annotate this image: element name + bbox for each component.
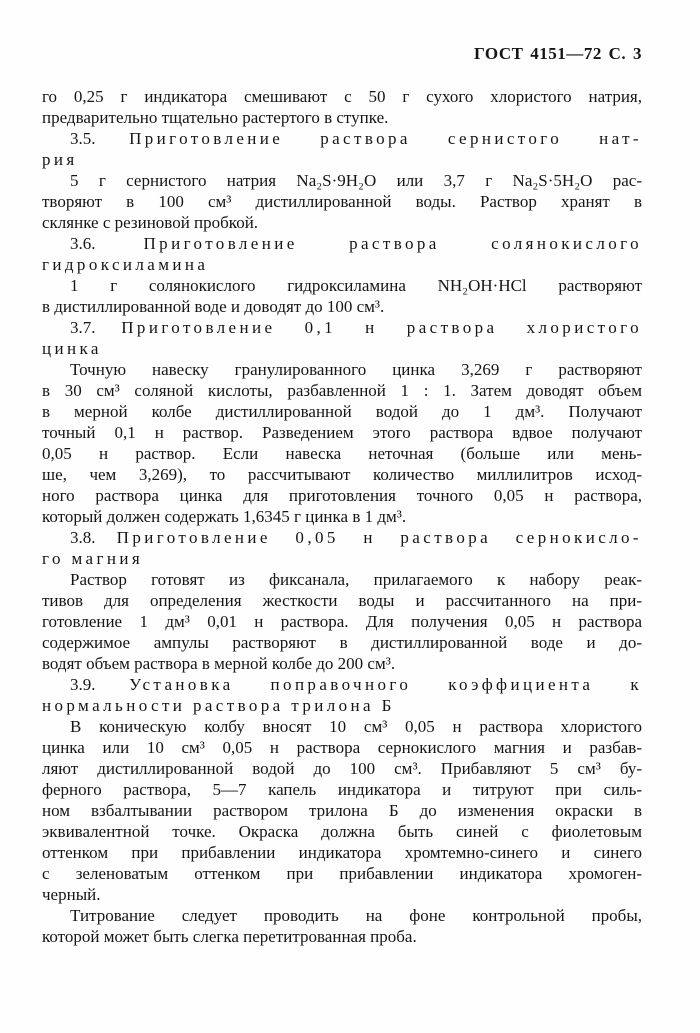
text-segment: В коническую колбу вносят 10 см³ 0,05 н раствора хлористого bbox=[70, 717, 642, 736]
text-segment: Титрование следует проводить на фоне контрольной пробы, bbox=[70, 906, 642, 925]
section-heading-line bbox=[42, 317, 642, 338]
text-line bbox=[42, 485, 642, 506]
text-segment: которой может быть слегка перетитрованная проба. bbox=[42, 927, 417, 946]
text-line bbox=[42, 653, 642, 674]
text-line bbox=[42, 170, 642, 191]
text-segment: 3.5. bbox=[70, 129, 130, 148]
spaced-text-segment: Приготовление 0,1 н раствора хлористого bbox=[121, 318, 642, 337]
text-segment: Точную навеску гранулированного цинка 3,269 г растворяют bbox=[70, 360, 642, 379]
text-segment: 3.8. bbox=[70, 528, 117, 547]
section-heading-line bbox=[42, 674, 642, 695]
spaced-text-segment: Установка поправочного коэффициента к bbox=[129, 675, 642, 694]
text-line bbox=[42, 422, 642, 443]
text-line bbox=[42, 716, 642, 737]
text-segment: творяют в 100 см³ дистиллированной воды. Раствор хранят в bbox=[42, 192, 642, 211]
text-line bbox=[42, 926, 642, 947]
text-line bbox=[42, 569, 642, 590]
text-segment: точный 0,1 н раствор. Разведением этого раствора вдвое получают bbox=[42, 423, 642, 442]
text-segment: ше, чем 3,269), то рассчитывают количество миллилитров исход- bbox=[42, 465, 642, 484]
text-segment: содержимое ампулы растворяют в дистиллированной воде и до- bbox=[42, 633, 642, 652]
text-segment: ляют дистиллированной водой до 100 см³. Прибавляют 5 см³ бу- bbox=[42, 759, 642, 778]
text-segment: 0,05 н раствор. Если навеска неточная (больше или мень- bbox=[42, 444, 642, 463]
text-segment: Раствор готовят из фиксанала, прилагаемого к набору реак- bbox=[70, 570, 642, 589]
text-segment: в мерной колбе дистиллированной водой до 1 дм³. Получают bbox=[42, 402, 642, 421]
spaced-text-segment: гидроксиламина bbox=[42, 255, 209, 274]
text-line bbox=[42, 905, 642, 926]
text-line bbox=[42, 863, 642, 884]
section-heading-line bbox=[42, 254, 642, 275]
text-line bbox=[42, 632, 642, 653]
text-segment: готовление 1 дм³ 0,01 н раствора. Для получения 0,05 н раствора bbox=[42, 612, 642, 631]
text-line bbox=[42, 443, 642, 464]
spaced-text-segment: Приготовление раствора солянокислого bbox=[143, 234, 642, 253]
text-line bbox=[42, 611, 642, 632]
spaced-text-segment: нормальности раствора трилона Б bbox=[42, 696, 395, 715]
text-segment: черный. bbox=[42, 885, 101, 904]
text-segment: водят объем раствора в мерной колбе до 200 см³. bbox=[42, 654, 396, 673]
section-heading-line bbox=[42, 338, 642, 359]
text-segment: го 0,25 г индикатора смешивают с 50 г сухого хлористого натрия, bbox=[42, 87, 642, 106]
text-line bbox=[42, 800, 642, 821]
text-line bbox=[42, 212, 642, 233]
document-page bbox=[42, 44, 642, 947]
text-line bbox=[42, 275, 642, 296]
text-line bbox=[42, 884, 642, 905]
text-segment: предварительно тщательно растертого в ступке. bbox=[42, 108, 389, 127]
section-heading-line bbox=[42, 527, 642, 548]
text-segment: оттенком при прибавлении индикатора хромтемно-синего и синего bbox=[42, 843, 642, 862]
spaced-text-segment: рия bbox=[42, 150, 78, 169]
section-heading-line bbox=[42, 548, 642, 569]
text-line bbox=[42, 86, 642, 107]
text-segment: 3.7. bbox=[70, 318, 122, 337]
text-line bbox=[42, 737, 642, 758]
text-line bbox=[42, 401, 642, 422]
text-segment: 3.9. bbox=[70, 675, 130, 694]
gost-number: ГОСТ 4151—72 С. 3 bbox=[473, 44, 642, 63]
text-lines bbox=[42, 86, 642, 947]
text-segment: с зеленоватым оттенком при прибавлении индикатора хромоген- bbox=[42, 864, 642, 883]
spaced-text-segment: го магния bbox=[42, 549, 144, 568]
text-line bbox=[42, 758, 642, 779]
text-segment: эквивалентной точке. Окраска должна быть синей с фиолетовым bbox=[42, 822, 642, 841]
text-line bbox=[42, 464, 642, 485]
text-segment: 5 г сернистого натрия Na₂S·9H₂O или 3,7 г Na₂S·5H₂O рас- bbox=[70, 171, 642, 190]
text-line bbox=[42, 821, 642, 842]
text-line bbox=[42, 506, 642, 527]
text-segment: который должен содержать 1,6345 г цинка в 1 дм³. bbox=[42, 507, 407, 526]
section-heading-line bbox=[42, 149, 642, 170]
text-segment: цинка или 10 см³ 0,05 н раствора сернокислого магния и разбав- bbox=[42, 738, 642, 757]
text-segment: в 30 см³ соляной кислоты, разбавленной 1 : 1. Затем доводят объем bbox=[42, 381, 642, 400]
text-line bbox=[42, 779, 642, 800]
spaced-text-segment: Приготовление 0,05 н раствора сернокисло- bbox=[116, 528, 642, 547]
text-line bbox=[42, 107, 642, 128]
page-header bbox=[42, 44, 642, 64]
section-heading-line bbox=[42, 695, 642, 716]
text-segment: ного раствора цинка для приготовления точного 0,05 н раствора, bbox=[42, 486, 642, 505]
text-line bbox=[42, 296, 642, 317]
section-heading-line bbox=[42, 233, 642, 254]
text-line bbox=[42, 842, 642, 863]
spaced-text-segment: цинка bbox=[42, 339, 102, 358]
text-segment: склянке с резиновой пробкой. bbox=[42, 213, 259, 232]
text-line bbox=[42, 191, 642, 212]
section-heading-line bbox=[42, 128, 642, 149]
text-segment: ферного раствора, 5—7 капель индикатора и титруют при силь- bbox=[42, 780, 642, 799]
text-segment: 3.6. bbox=[70, 234, 144, 253]
text-segment: ном взбалтывании раствором трилона Б до изменения окраски в bbox=[42, 801, 642, 820]
text-segment: в дистиллированной воде и доводят до 100 см³. bbox=[42, 297, 385, 316]
text-line bbox=[42, 359, 642, 380]
spaced-text-segment: Приготовление раствора сернистого нат- bbox=[129, 129, 642, 148]
text-line bbox=[42, 590, 642, 611]
text-line bbox=[42, 380, 642, 401]
text-segment: тивов для определения жесткости воды и рассчитанного на при- bbox=[42, 591, 642, 610]
text-segment: 1 г солянокислого гидроксиламина NH₂OH·HCl растворяют bbox=[70, 276, 642, 295]
